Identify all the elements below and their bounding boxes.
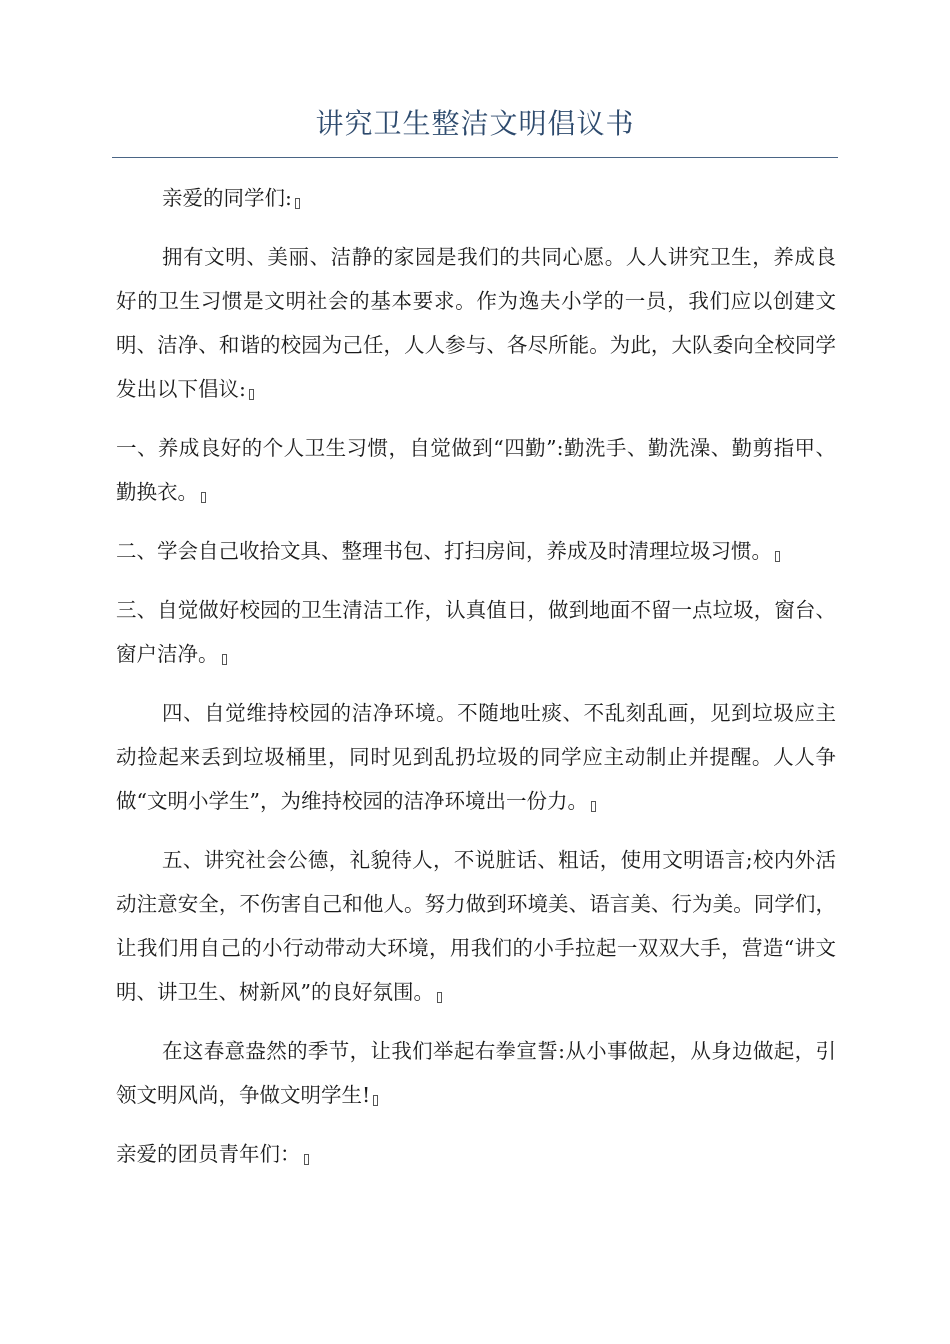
proposal-item-2: 二、学会自己收拾文具、整理书包、打扫房间，养成及时清理垃圾习惯。: [116, 529, 836, 573]
paragraph-mark-icon: [201, 492, 206, 503]
second-salutation: 亲爱的团员青年们：: [116, 1132, 836, 1176]
paragraph-mark-icon: [295, 198, 300, 209]
proposal-item-1: 一、养成良好的个人卫生习惯，自觉做到“四勤”:勤洗手、勤洗澡、勤剪指甲、勤换衣。: [116, 436, 836, 504]
paragraph-mark-icon: [249, 389, 254, 400]
proposal-item-4: 四、自觉维持校园的洁净环境。不随地吐痰、不乱刻乱画，见到垃圾应主动捡起来丢到垃圾桶里，同时见到乱扔垃圾的同学应主动制止并提醒。人人争做“文明小学生”，为维持校园的洁净环境出一份力。: [116, 701, 836, 813]
paragraph-mark-icon: [437, 992, 442, 1003]
closing-paragraph: 在这春意盎然的季节，让我们举起右拳宣誓:从小事做起，从身边做起，引领文明风尚，争做文明学生!: [116, 1039, 836, 1107]
intro-paragraph: 拥有文明、美丽、洁静的家园是我们的共同心愿。人人讲究卫生，养成良好的卫生习惯是文明社会的基本要求。作为逸夫小学的一员，我们应以创建文明、洁净、和谐的校园为己任，人人参与、各尽所能。为此，大队委向全校同学发出以下倡议:: [116, 245, 836, 401]
proposal-item-5: 五、讲究社会公德，礼貌待人，不说脏话、粗话，使用文明语言;校内外活动注意安全，不伤害自己和他人。努力做到环境美、语言美、行为美。同学们，让我们用自己的小行动带动大环境，用我们的小手拉起一双双大手，营造“讲文明、讲卫生、树新风”的良好氛围。: [116, 848, 836, 1004]
salutation: 亲爱的同学们:: [116, 176, 836, 220]
paragraph-mark-icon: [775, 551, 780, 562]
paragraph-mark-icon: [373, 1095, 378, 1106]
paragraph-mark-icon: [591, 801, 596, 812]
document-body: [116, 176, 836, 1191]
proposal-item-3: 三、自觉做好校园的卫生清洁工作，认真值日，做到地面不留一点垃圾，窗台、窗户洁净。: [116, 598, 836, 666]
paragraph-mark-icon: [222, 654, 227, 665]
paragraph-mark-icon: [304, 1154, 309, 1165]
title-underline: [112, 157, 838, 158]
document-title: 讲究卫生整洁文明倡议书: [315, 107, 635, 140]
